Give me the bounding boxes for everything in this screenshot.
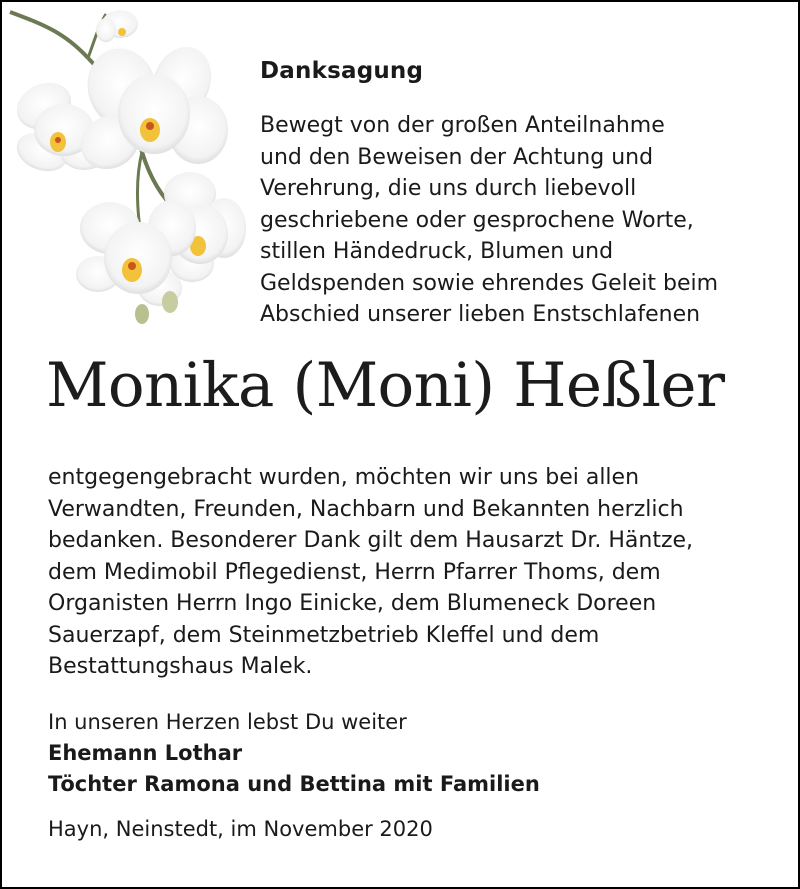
body-line: Organisten Herrn Ingo Einicke, dem Blumeneck Doreen bbox=[48, 591, 657, 616]
intro-text bbox=[260, 110, 780, 331]
place-date: Hayn, Neinstedt, im November 2020 bbox=[48, 817, 433, 841]
body-line: Verwandten, Freunden, Nachbarn und Bekannten herzlich bbox=[48, 496, 684, 522]
signature-daughters: Töchter Ramona und Bettina mit Familien bbox=[48, 772, 540, 796]
orchid-flower-center bbox=[71, 39, 228, 180]
orchid-flowers-image bbox=[2, 2, 252, 332]
intro-line: Geldspenden sowie ehrendes Geleit beim bbox=[260, 270, 719, 296]
body-line: bedanken. Besonderer Dank gilt dem Hausarzt Dr. Häntze, bbox=[48, 528, 694, 553]
intro-line: und den Beweisen der Achtung und bbox=[260, 144, 654, 170]
intro-line: Verehrung, die uns durch liebevoll bbox=[260, 176, 637, 201]
body-line: Sauerzapf, dem Steinmetzbetrieb Kleffel und dem bbox=[48, 622, 600, 648]
orchid-bud bbox=[96, 10, 138, 42]
thanks-body-text bbox=[48, 462, 788, 683]
intro-line: Bewegt von der großen Anteilnahme bbox=[260, 113, 665, 138]
body-line: Bestattungshaus Malek. bbox=[48, 654, 313, 679]
intro-line: geschriebene oder gesprochene Worte, bbox=[260, 207, 694, 233]
body-line: dem Medimobil Pflegedienst, Herrn Pfarrer Thoms, dem bbox=[48, 559, 661, 585]
closing-block bbox=[48, 707, 748, 800]
orchid-flower-bottom bbox=[76, 200, 196, 306]
deceased-name: Monika (Moni) Heßler bbox=[46, 350, 725, 421]
closing-line: In unseren Herzen lebst Du weiter bbox=[48, 710, 407, 734]
signature-husband: Ehemann Lothar bbox=[48, 741, 243, 765]
body-line: entgegengebracht wurden, möchten wir uns bei allen bbox=[48, 465, 640, 490]
notice-heading: Danksagung bbox=[260, 58, 424, 84]
intro-line: Abschied unserer lieben Enstschlafenen bbox=[260, 302, 701, 327]
intro-block bbox=[260, 58, 780, 331]
intro-line: stillen Händedruck, Blumen und bbox=[260, 239, 614, 264]
